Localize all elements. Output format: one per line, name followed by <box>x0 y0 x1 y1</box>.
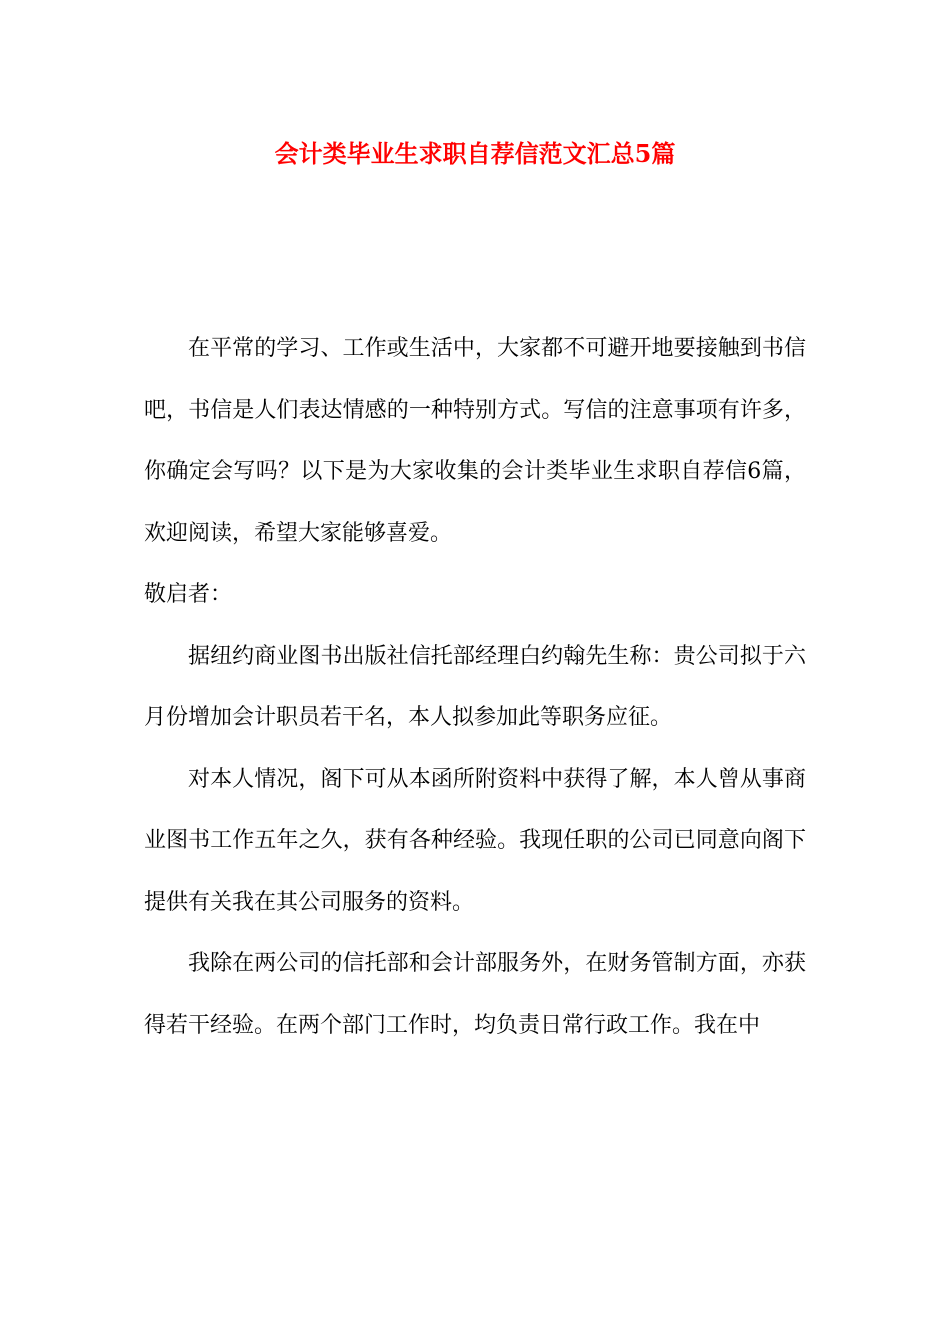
document-title: 会计类毕业生求职自荐信范文汇总5篇 <box>274 139 676 168</box>
paragraph-intro: 在平常的学习、工作或生活中，大家都不可避开地要接触到书信吧，书信是人们表达情感的一种特别方式。写信的注意事项有许多，你确定会写吗？以下是为大家收集的会计类毕业生求职自荐信6篇，欢迎阅读，希望大家能够喜爱。 <box>144 336 806 546</box>
paragraph-financial-control: 我除在两公司的信托部和会计部服务外，在财务管制方面，亦获得若干经验。在两个部门工作时，均负责日常行政工作。我在中 <box>144 951 806 1038</box>
document-body <box>144 318 806 1056</box>
paragraph-salutation: 敬启者： <box>144 582 233 607</box>
paragraph-experience: 对本人情况，阁下可从本函所附资料中获得了解，本人曾从事商业图书工作五年之久，获有各种经验。我现任职的公司已同意向阁下提供有关我在其公司服务的资料。 <box>144 766 806 915</box>
paragraph-application: 据纽约商业图书出版社信托部经理白约翰先生称：贵公司拟于六月份增加会计职员若干名，本人拟参加此等职务应征。 <box>144 643 806 730</box>
